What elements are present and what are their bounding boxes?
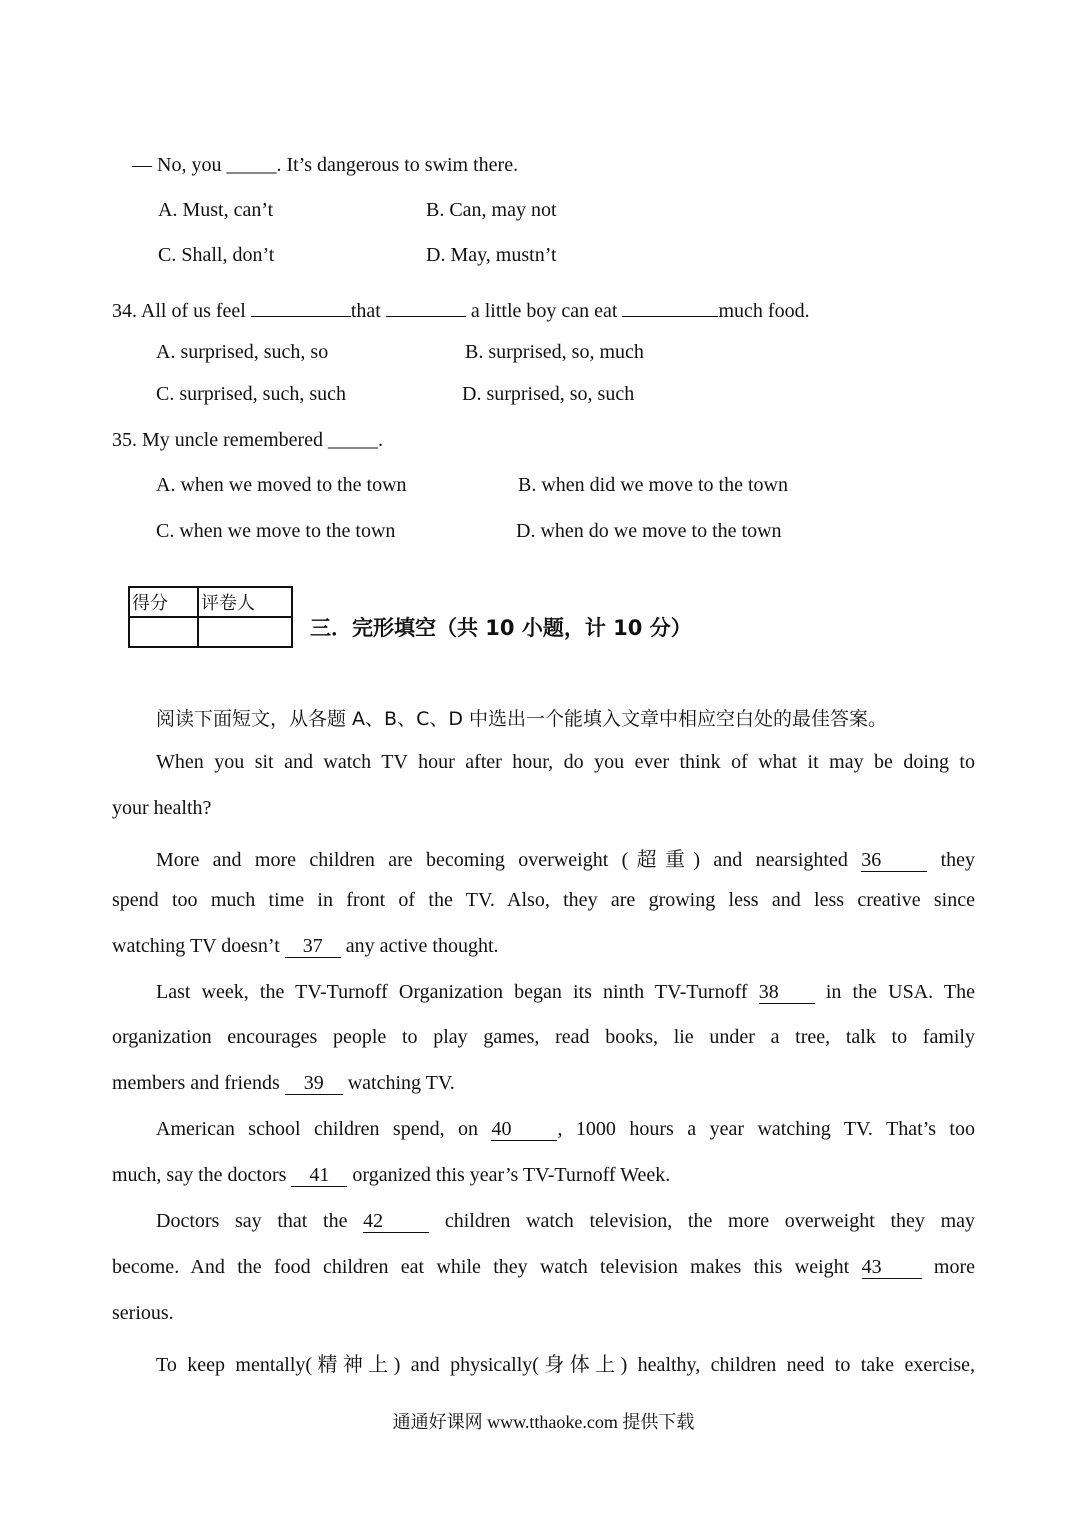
q34-option-a: A. surprised, such, so bbox=[156, 341, 329, 363]
q35-option-b: B. when did we move to the town bbox=[518, 474, 788, 496]
p2-text-a: More and more children are becoming overweight (超重) and nearsighted bbox=[156, 849, 848, 871]
p3-text-a: Last week, the TV-Turnoff Organization began its ninth TV-Turnoff bbox=[156, 981, 748, 1003]
passage-p6-line1: To keep mentally(精神上) and physically(身体上) healthy, children need to take exercise, bbox=[156, 1354, 975, 1376]
q34-option-d: D. surprised, so, such bbox=[462, 383, 635, 405]
page-footer: 通通好课网 www.tthaoke.com 提供下载 bbox=[392, 1412, 695, 1432]
q34-option-c: C. surprised, such, such bbox=[156, 383, 346, 405]
p5-line2-text-b: more bbox=[933, 1256, 976, 1278]
p3-line3-text-a: members and friends bbox=[112, 1072, 280, 1094]
p2-line3-text-b: any active thought. bbox=[345, 935, 499, 957]
p4-text-a: American school children spend, on bbox=[156, 1118, 479, 1140]
p4-text-b: , 1000 hours a year watching TV. That’s too bbox=[557, 1118, 975, 1140]
q34-blank-3 bbox=[622, 316, 718, 317]
q35-option-a: A. when we moved to the town bbox=[156, 474, 407, 496]
passage-p4-line2 bbox=[112, 1164, 975, 1187]
p3-line3-text-b: watching TV. bbox=[347, 1072, 455, 1094]
passage-p1-line2: your health? bbox=[112, 797, 212, 819]
q33-option-a: A. Must, can’t bbox=[158, 199, 274, 221]
p5-line2-text-a: become. And the food children eat while they watch television makes this weight bbox=[112, 1256, 850, 1278]
q35-option-c: C. when we move to the town bbox=[156, 520, 396, 542]
p2-line3-text-a: watching TV doesn’t bbox=[112, 935, 280, 957]
q34-stem-part3: a little boy can eat bbox=[465, 300, 623, 322]
passage-p2-line2: spend too much time in front of the TV. Also, they are growing less and less creative since bbox=[112, 889, 975, 911]
score-table bbox=[128, 586, 293, 648]
passage-p2-line3 bbox=[112, 935, 975, 958]
passage-p5-line2 bbox=[112, 1256, 975, 1279]
passage-p4-line1 bbox=[156, 1118, 975, 1141]
section-title: 三．完形填空（共 10 小题，计 10 分） bbox=[310, 616, 692, 640]
blank-43: 43 bbox=[862, 1256, 922, 1279]
q34-stem-part2: that bbox=[350, 300, 386, 322]
passage-p3-line3 bbox=[112, 1072, 975, 1095]
p3-text-b: in the USA. The bbox=[825, 981, 976, 1003]
passage-p3-line2: organization encourages people to play games, read books, lie under a tree, talk to family bbox=[112, 1026, 975, 1048]
q34-blank-1 bbox=[251, 316, 351, 317]
score-label: 得分 bbox=[129, 587, 198, 617]
q33-option-d: D. May, mustn’t bbox=[426, 244, 557, 266]
q33-answer-line: — No, you _____. It’s dangerous to swim there. bbox=[132, 154, 519, 176]
passage-p5-line3: serious. bbox=[112, 1302, 174, 1324]
blank-39: 39 bbox=[285, 1072, 343, 1095]
blank-36: 36 bbox=[861, 849, 927, 872]
passage-p3-line1 bbox=[156, 981, 975, 1004]
blank-40: 40 bbox=[491, 1118, 557, 1141]
blank-37: 37 bbox=[285, 935, 341, 958]
p5-text-b: children watch television, the more overweight they may bbox=[444, 1210, 976, 1232]
q34-stem-part1: 34. All of us feel bbox=[112, 300, 251, 322]
q33-option-b: B. Can, may not bbox=[426, 199, 557, 221]
p4-line2-text-a: much, say the doctors bbox=[112, 1164, 287, 1186]
blank-41: 41 bbox=[291, 1164, 347, 1187]
q35-stem: 35. My uncle remembered _____. bbox=[112, 429, 384, 451]
p2-text-b: they bbox=[940, 849, 976, 871]
p5-text-a: Doctors say that the bbox=[156, 1210, 348, 1232]
q34-option-b: B. surprised, so, much bbox=[465, 341, 644, 363]
grader-label: 评卷人 bbox=[198, 587, 292, 617]
instructions: 阅读下面短文，从各题 A、B、C、D 中选出一个能填入文章中相应空白处的最佳答案。 bbox=[156, 708, 888, 730]
score-cell bbox=[129, 617, 198, 647]
q34-stem bbox=[112, 300, 810, 323]
passage-p5-line1 bbox=[156, 1210, 975, 1233]
q34-stem-part4: much food. bbox=[718, 300, 810, 322]
grader-cell bbox=[198, 617, 292, 647]
q34-blank-2 bbox=[386, 316, 466, 317]
blank-38: 38 bbox=[759, 981, 815, 1004]
p4-line2-text-b: organized this year’s TV-Turnoff Week. bbox=[352, 1164, 671, 1186]
q35-option-d: D. when do we move to the town bbox=[516, 520, 782, 542]
passage-p1-line1: When you sit and watch TV hour after hour, do you ever think of what it may be doing to bbox=[156, 751, 975, 773]
passage-p2-line1 bbox=[156, 843, 975, 872]
blank-42: 42 bbox=[363, 1210, 429, 1233]
q33-option-c: C. Shall, don’t bbox=[158, 244, 275, 266]
